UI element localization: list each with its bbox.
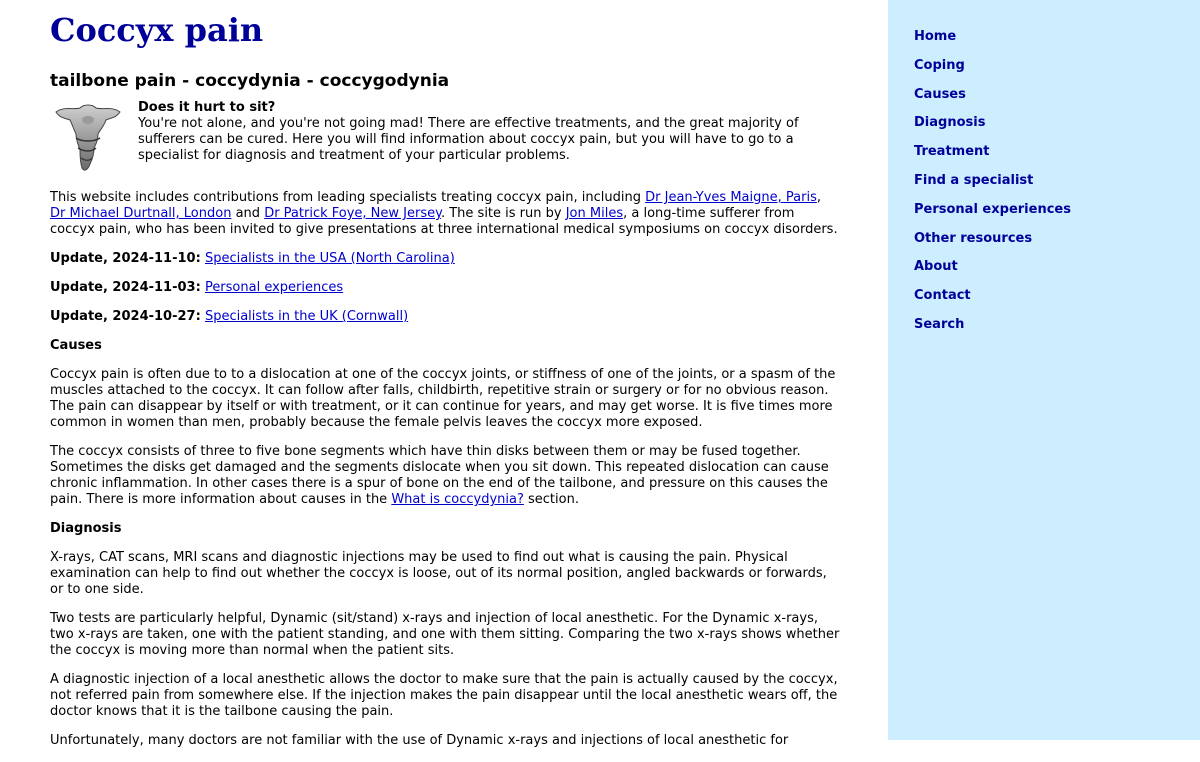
diagnosis-paragraph-2: Two tests are particularly helpful, Dynamic (sit/stand) x-rays and injection of local anesthetic. For the Dynamic x-rays, two x-rays are taken, one with the patient standing, and one with them sitting. Comparing the two x-rays shows whether the coccyx is moving more than normal when the patient sits. xyxy=(50,611,840,658)
intro-question: Does it hurt to sit? xyxy=(138,100,276,115)
update-label: Update, 2024-11-03: xyxy=(50,280,201,295)
diagnosis-paragraph-4: Unfortunately, many doctors are not familiar with the use of Dynamic x-rays and injections of local anesthetic for xyxy=(50,733,789,748)
update-item xyxy=(50,280,840,296)
update-link[interactable]: Personal experiences xyxy=(204,280,344,295)
sidebar-item-coping xyxy=(914,58,1071,87)
sidebar-item-treatment xyxy=(914,144,1071,173)
contributors-text-5: , a long-time sufferer from coccyx pain, who has been invited to give presentations at three international medical symposiums on coccyx disorders. xyxy=(50,206,838,237)
update-link[interactable]: Specialists in the UK (Cornwall) xyxy=(204,309,409,324)
nav-link-causes[interactable]: Causes xyxy=(914,86,966,102)
nav-link-find-specialist[interactable]: Find a specialist xyxy=(914,172,1034,188)
causes-paragraph-2-text: The coccyx consists of three to five bone segments which have thin disks between them or may be fused together. Sometimes the disks get damaged and the segments dislocate when you sit down. This repeated dislocation can cause chronic inflammation. In other cases there is a spur of bone on the end of the tailbone, and pressure on this causes the pain. There is more information about causes in the xyxy=(50,444,829,507)
sidebar-item-home xyxy=(914,29,1071,58)
sidebar-item-other-resources xyxy=(914,231,1071,260)
nav-link-other-resources[interactable]: Other resources xyxy=(914,230,1033,246)
nav-link-coping[interactable]: Coping xyxy=(914,57,965,73)
nav-link-contact[interactable]: Contact xyxy=(914,288,971,304)
diagnosis-heading: Diagnosis xyxy=(50,521,122,536)
sidebar-item-search xyxy=(914,317,1071,346)
diagnosis-paragraph-1: X-rays, CAT scans, MRI scans and diagnostic injections may be used to find out what is causing the pain. Physical examination can help to find out whether the coccyx is loose, out of its normal position, angled backwards or forwards, or to one side. xyxy=(50,550,827,597)
nav-link-home[interactable]: Home xyxy=(914,29,957,44)
update-label: Update, 2024-11-10: xyxy=(50,251,201,266)
intro-text: You're not alone, and you're not going mad! There are effective treatments, and the great majority of sufferers can be cured. Here you will find information about coccyx pain, but you will have to go to a specialist for diagnosis and treatment of your particular problems. xyxy=(138,116,799,163)
sidebar-item-find-specialist xyxy=(914,173,1071,202)
update-item xyxy=(50,309,840,325)
diagnosis-paragraph-3: A diagnostic injection of a local anesthetic allows the doctor to make sure that the pain is actually caused by the coccyx, not referred pain from somewhere else. If the injection makes the pain disappear until the local anesthetic wears off, the doctor knows that it is the tailbone causing the pain. xyxy=(50,672,838,719)
nav-link-diagnosis[interactable]: Diagnosis xyxy=(914,115,986,131)
sidebar xyxy=(888,0,1200,740)
coccyx-bone-image xyxy=(50,102,126,178)
causes-paragraph-2-end: section. xyxy=(523,492,579,507)
contributors-text-3: and xyxy=(231,206,265,221)
update-link[interactable]: Specialists in the USA (North Carolina) xyxy=(204,251,455,266)
link-dr-foye[interactable]: Dr Patrick Foye, New Jersey xyxy=(264,206,441,221)
sidebar-item-causes xyxy=(914,87,1071,116)
causes-paragraph-2 xyxy=(50,444,840,508)
nav-link-search[interactable]: Search xyxy=(914,316,965,332)
coccyx-bone-icon xyxy=(50,102,126,178)
intro-text-block xyxy=(138,100,840,164)
sidebar-nav xyxy=(914,29,1071,346)
contributors-paragraph xyxy=(50,190,840,238)
sidebar-item-personal-experiences xyxy=(914,202,1071,231)
page-subtitle: tailbone pain - coccydynia - coccygodynia xyxy=(50,71,450,91)
link-dr-maigne[interactable]: Dr Jean-Yves Maigne, Paris xyxy=(645,190,817,205)
contributors-text-2: , xyxy=(816,190,821,205)
content-flow xyxy=(50,190,840,762)
sidebar-item-about xyxy=(914,259,1071,288)
nav-link-personal-experiences[interactable]: Personal experiences xyxy=(914,201,1071,217)
nav-link-about[interactable]: About xyxy=(914,259,958,275)
intro-box xyxy=(50,100,840,180)
link-jon-miles[interactable]: Jon Miles xyxy=(565,206,624,221)
link-what-is-coccydynia[interactable]: What is coccydynia? xyxy=(391,492,524,507)
contributors-text-1: This website includes contributions from leading specialists treating coccyx pain, including xyxy=(50,190,646,205)
sidebar-item-contact xyxy=(914,288,1071,317)
link-dr-durtnall[interactable]: Dr Michael Durtnall, London xyxy=(50,206,232,221)
update-label: Update, 2024-10-27: xyxy=(50,309,201,324)
contributors-text-4: . The site is run by xyxy=(440,206,566,221)
causes-paragraph-1: Coccyx pain is often due to to a dislocation at one of the coccyx joints, or stiffness of one of the joints, or a spasm of the muscles attached to the coccyx. It can follow after falls, childbirth, repetitive strain or surgery or for no obvious reason. The pain can disappear by itself or with treatment, or it can continue for years, and may get worse. It is five times more common in women than men, probably because the female pelvis leaves the coccyx more exposed. xyxy=(50,367,836,430)
update-item xyxy=(50,251,840,267)
page-title: Coccyx pain xyxy=(50,11,264,49)
sidebar-item-diagnosis xyxy=(914,115,1071,144)
causes-heading: Causes xyxy=(50,338,102,353)
nav-link-treatment[interactable]: Treatment xyxy=(914,144,990,160)
